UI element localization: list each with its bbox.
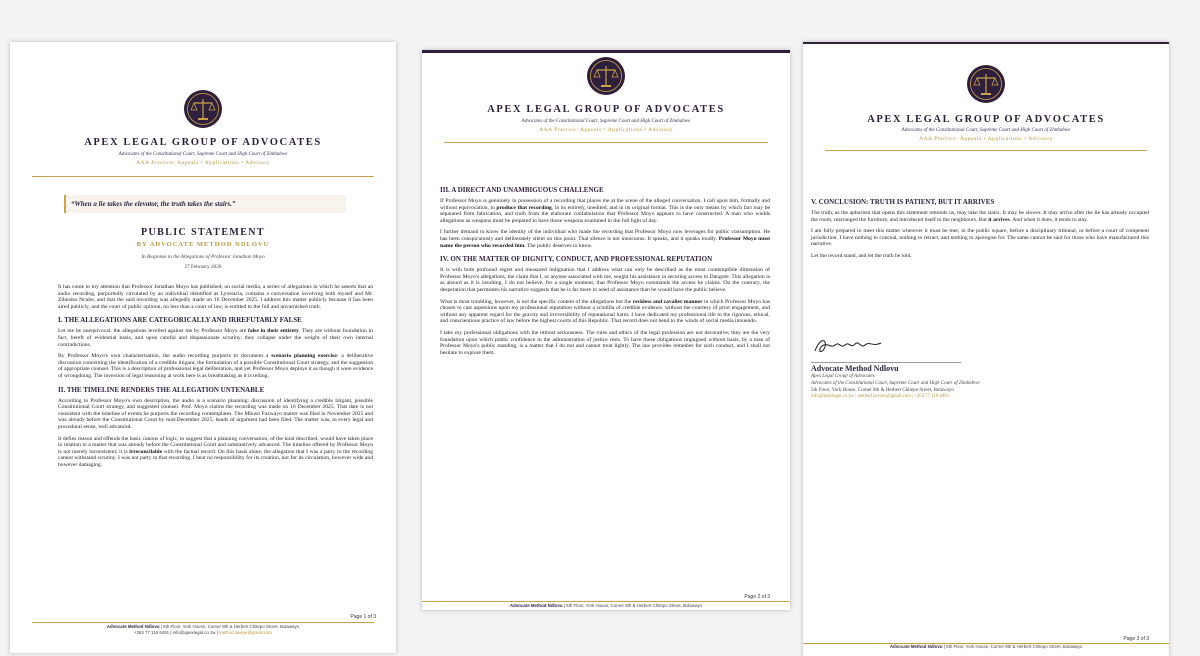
statement-page-3 [803,42,1169,656]
statement-body-page-3 [811,192,1149,265]
section-4-paragraph-3: I take my professional obligations with the utmost seriousness. The rules and ethics of the legal profession are not decorative; they are the very foundation upon which public confidence in the administration of justice rests. To have those obligations impugned without basis, by a man of Professor Moyo's public standing, is a matter that I do not and cannot treat lightly. The law provides remedies for such conduct, and I shall not hesitate to explore them. [440,329,770,356]
letterhead-divider [825,150,1147,151]
statement-body-page-1 [58,284,373,473]
statement-title: PUBLIC STATEMENT [141,227,265,238]
statement-date: 27 February 2026 [184,264,222,270]
statement-response-line: In Response to the Allegations of Professor Jonathan Moyo [141,254,265,260]
handwritten-signature [811,335,891,357]
footer-address: | 5th Floor, York House, Corner 8th & Herbert Chitepo Street, Bulawayo [562,603,703,608]
section-3-paragraph-1: If Professor Moyo is genuinely in possession of a recording that places me at the scene of the alleged conversation, I call upon him, formally and without equivocation, to produce that recording, in its entirety, unedited, and in its original format. This is the only means by which fact may be separated from fabrication, and truth from the elaborate confabulation that Professor Moyo appears to have constructed. A man who wields allegations as weapons must be prepared to have those weapons examined in the full light of day. [440,198,770,224]
statement-body-page-2 [440,180,770,361]
page-number: Page 1 of 3 [350,614,376,620]
firm-subtitle: Advocates of the Constitutional Court, Supreme Court and High Court of Zimbabwe [118,152,288,157]
signatory-address: 5th Floor, York House, Corner 8th & Herbert Chitepo Street, Bulawayo [811,388,954,393]
statement-page-1 [10,42,396,653]
footer-address: | 5th Floor, York House, Corner 8th & Herbert Chitepo Street, Bulawayo [942,644,1083,649]
section-1-paragraph-1: Let me be unequivocal: the allegations levelled against me by Professor Moyo are false in their entirety. They are without foundation in fact, bereft of evidential basis, and upon careful and dispassionate scrutiny, they collapse under the weight of their own internal contradictions. [58,328,373,348]
firm-practice: AAA Practice: Appeals • Applications • Advisory [919,136,1053,142]
section-5-paragraph-1: The truth, as the aphorism that opens this statement reminds us, may take the stairs. It may be slower. It may arrive after the lie has already occupied the room, rearranged the furniture, and introduced itself to the neighbours. But it arrives. And when it does, it tends to stay. [811,210,1149,223]
scales-of-justice-seal-icon [183,89,223,129]
footer-name: Advocate Method Ndlovu [509,603,563,608]
scales-of-justice-seal-icon [966,64,1006,104]
footer-divider [422,601,790,602]
footer-name: Advocate Method Ndlovu [889,644,943,649]
footer-phone: +263 77 116 6491 | info@apexlegal.co.zw | [133,630,220,635]
section-2-paragraph-1: According to Professor Moyo's own description, the audio is a scenario planning: discussion of identifying a credible litigant, possible Constitutional Court strategy, and suggested counsel. Prof. Moyo claims the recording was made on 16 December 2025. That date is not consistent with the timeline of events he purports the recording contemplates. The Mbuso Fuzwayo matter was filed in November 2025 and was already before the Constitutional Court by mid-December 2025; heads of argument had been filed. The matter was, in every legal and procedural sense, well advanced. [58,397,373,430]
firm-name: APEX LEGAL GROUP OF ADVOCATES [487,104,725,115]
firm-practice: AAA Practice: Appeals • Applications • Advisory [136,160,270,166]
opening-quote: “When a lie takes the elevator, the truth takes the stairs.” [64,195,346,213]
section-heading-1: I. THE ALLEGATIONS ARE CATEGORICALLY AND IRREFUTABLY FALSE [58,316,302,325]
statement-author: BY ADVOCATE METHOD NDLOVU [136,241,270,248]
section-5-paragraph-3: Let the record stand, and let the truth be told. [811,252,912,259]
signatory-contact: info@apexlegal.co.zw | method.lawyer@gmail.com | +263 77 116 6491 [811,394,950,399]
signatory-name: Advocate Method Ndlovu [811,362,961,373]
section-1-paragraph-2: By Professor Moyo's own characterisation, the audio recording purports to document a scenario planning exercise: a deliberative discussion concerning the identification of a credible litigant, the formulation of a possible Constitutional Court strategy, and the suggestion of appropriate counsel. This is a description of professional legal deliberation, and yet Professor Moyo deploys it as though it were evidence of wrongdoing. The inversion of legal reasoning at work here is as breathtaking as it is telling. [58,353,374,379]
footer-name: Advocate Method Ndlovu [106,624,160,629]
intro-paragraph: It has come to my attention that Professor Jonathan Moyo has published, on social media, a series of allegations in which he asserts that an audio recording, purportedly circulated by an individual identified as Lynstacia, contains a conversation involving both myself and Mr. Zibusiso Ncube, and that the said recording was allegedly made on 16 December 2025. I address this matter publicly because it has been aired publicly, and the court of public opinion, no less than a court of law, is entitled to the full and unvarnished truth. [58,284,373,310]
page-top-bar [803,42,1169,44]
section-heading-5: V. CONCLUSION: TRUTH IS PATIENT, BUT IT ARRIVES [811,198,995,206]
section-3-paragraph-2: I further demand to know the identity of the individual who made the recording that Professor Moyo now leverages for public consumption. He has been conspicuously and deliberately silent on this point. That silence is not innocuous. It speaks, and it speaks loudly. Professor Moyo must name the person who recorded him. The public deserves to know. [440,229,770,249]
scales-of-justice-seal-icon [586,56,626,96]
signatory-courts: Advocates of the Constitutional Court, Supreme Court and High Court of Zimbabwe [811,381,980,386]
section-heading-2: II. THE TIMELINE RENDERS THE ALLEGATION UNTENABLE [58,385,265,394]
section-heading-4: IV. ON THE MATTER OF DIGNITY, CONDUCT, AND PROFESSIONAL REPUTATION [440,255,713,264]
footer [10,624,396,636]
letterhead-divider [32,176,374,177]
section-2-paragraph-2: It defies reason and offends the basic canons of logic, to suggest that a planning conversation, of the kind described, would have taken place in relation to a matter that was already before the Constitutional Court and substantively advanced. The timeline offered by Professor Moyo is not merely inconsistent; it is irreconcilable with the factual record. On this basis alone, the allegation that I was a party to the recording cannot withstand scrutiny. I was not party to that recording. I bear no responsibility for its creation, nor for its circulation, however wide and however damaging. [58,435,374,468]
page-top-bar [422,50,790,53]
section-4-paragraph-2: What is most troubling, however, is not the specific content of the allegations but the reckless and cavalier manner in which Professor Moyo has chosen to cast aspersions upon my professional reputation without a scintilla of credible evidence, without the courtesy of prior engagement, and without any apparent regard for the gravity and irreversibility of reputational harm. I have dedicated my professional life to the rigorous, ethical, and conscientious practice of law before the highest courts of this Republic. That record does not bend to the winds of social media innuendo. [440,298,770,325]
signature-block [811,335,1111,399]
section-5-paragraph-2: I am fully prepared to meet this matter wherever it must be met; in the public square, before a disciplinary tribunal, or before a court of competent jurisdiction. I have nothing to conceal, nothing to retract, and nothing to apologise for. The same cannot be said for those who have manufactured this narrative. [811,228,1149,248]
statement-page-2 [422,50,790,610]
section-heading-3: III. A DIRECT AND UNAMBIGUOUS CHALLENGE [440,186,604,194]
firm-name: APEX LEGAL GROUP OF ADVOCATES [867,114,1105,125]
section-4-paragraph-1: It is with both profound regret and measured indignation that I address what can only be described as the most contemptible dimension of Professor Moyo's allegations, the claim that I, or anyone associated with me, sought his assistance in securing access to Dangote. This allegation is as absurd as it is insulting. I do not believe, for a single moment, that Professor Moyo commands the access he claims. On the contrary, the desperation that permeates his narrative suggests that he is far more in need of assistance than he would have the public believe. [440,267,770,293]
page-number: Page 2 of 3 [744,594,770,600]
footer-email: method.lawyer@gmail.com [219,630,273,635]
firm-name: APEX LEGAL GROUP OF ADVOCATES [84,137,322,148]
signatory-firm: Apex Legal Group of Advocates [811,374,875,379]
page-number: Page 3 of 3 [1123,636,1149,642]
firm-subtitle: Advocates of the Constitutional Court, Supreme Court and High Court of Zimbabwe [901,128,1071,133]
firm-subtitle: Advocates of the Constitutional Court, Supreme Court and High Court of Zimbabwe [521,119,691,124]
footer [422,603,790,609]
footer-divider [32,622,374,623]
footer-address: | 5th Floor, York House, Corner 8th & Herbert Chitepo Street, Bulawayo [159,624,300,629]
letterhead-divider [444,142,768,143]
footer [803,644,1169,650]
firm-practice: AAA Practice: Appeals • Applications • Advisory [539,127,673,133]
